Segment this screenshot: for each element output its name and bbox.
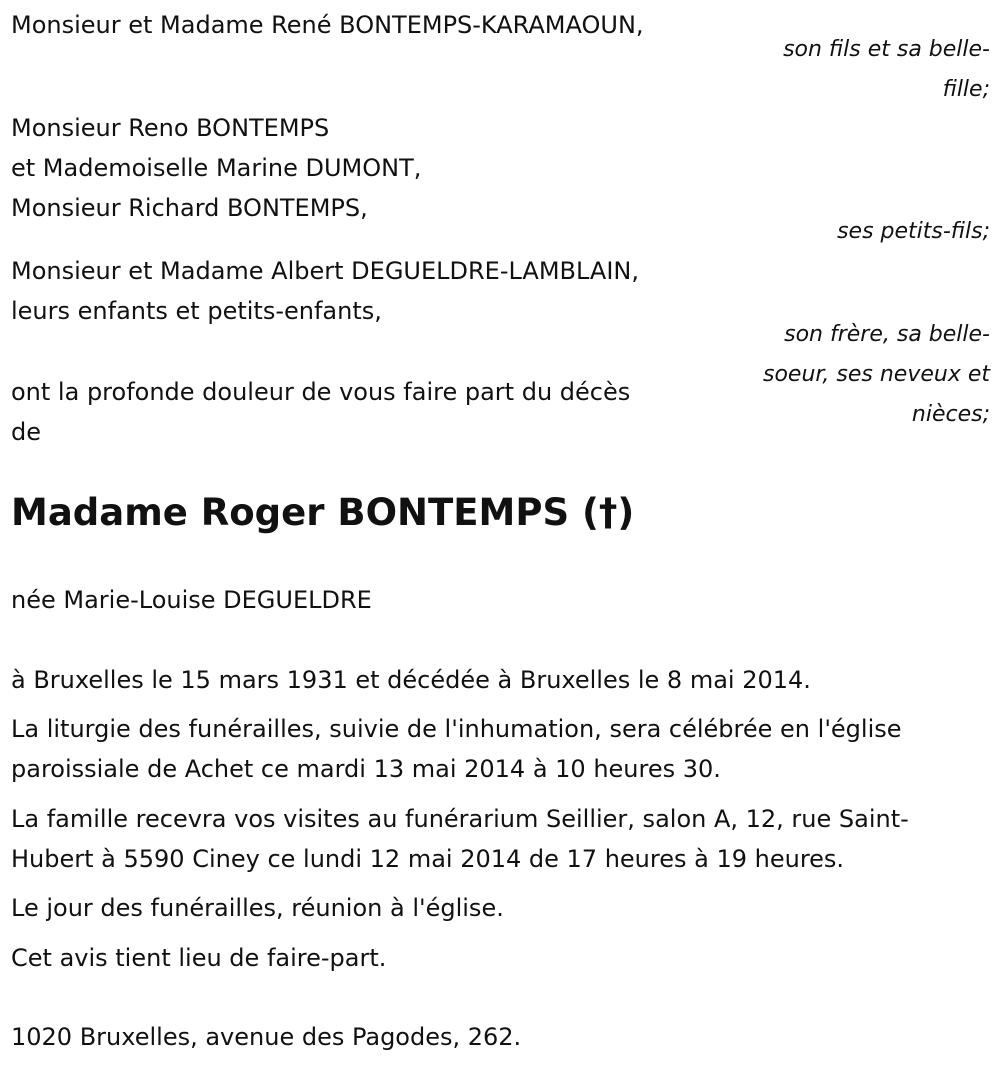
birth-death-line: à Bruxelles le 15 mars 1931 et décédée à Bruxelles le 8 mai 2014. [11,666,811,694]
relation-line: son frère, sa belle- [784,322,990,347]
family-line: et Mademoiselle Marine DUMONT, [11,154,422,182]
notice-line: Cet avis tient lieu de faire-part. [11,944,387,972]
family-line: Monsieur et Madame René BONTEMPS-KARAMAOUN, [11,11,644,39]
liturgy-line: La liturgie des funérailles, suivie de l'inhumation, sera célébrée en l'église [11,715,902,743]
relation-line: soeur, ses neveux et [762,362,990,387]
meeting-line: Le jour des funérailles, réunion à l'église. [11,894,504,922]
relation-line: son fils et sa belle- [783,37,990,62]
announcement-line: ont la profonde douleur de vous faire part du décès [11,378,631,406]
liturgy-line: paroissiale de Achet ce mardi 13 mai 2014 à 10 heures 30. [11,755,721,783]
relation-line: ses petits-fils; [837,219,990,244]
relation-line: nièces; [911,402,990,427]
maiden-name: née Marie-Louise DEGUELDRE [11,586,372,614]
visits-line: Hubert à 5590 Ciney ce lundi 12 mai 2014 de 17 heures à 19 heures. [11,845,845,873]
deceased-name: Madame Roger BONTEMPS (†) [11,491,635,534]
family-line: Monsieur Richard BONTEMPS, [11,194,368,222]
announcement-line: de [11,418,41,446]
visits-line: La famille recevra vos visites au funérarium Seillier, salon A, 12, rue Saint- [11,805,909,833]
family-line: Monsieur Reno BONTEMPS [11,114,330,142]
relation-line: fille; [942,77,990,102]
address-line: 1020 Bruxelles, avenue des Pagodes, 262. [11,1023,522,1051]
family-line: leurs enfants et petits-enfants, [11,297,382,325]
family-line: Monsieur et Madame Albert DEGUELDRE-LAMBLAIN, [11,257,640,285]
